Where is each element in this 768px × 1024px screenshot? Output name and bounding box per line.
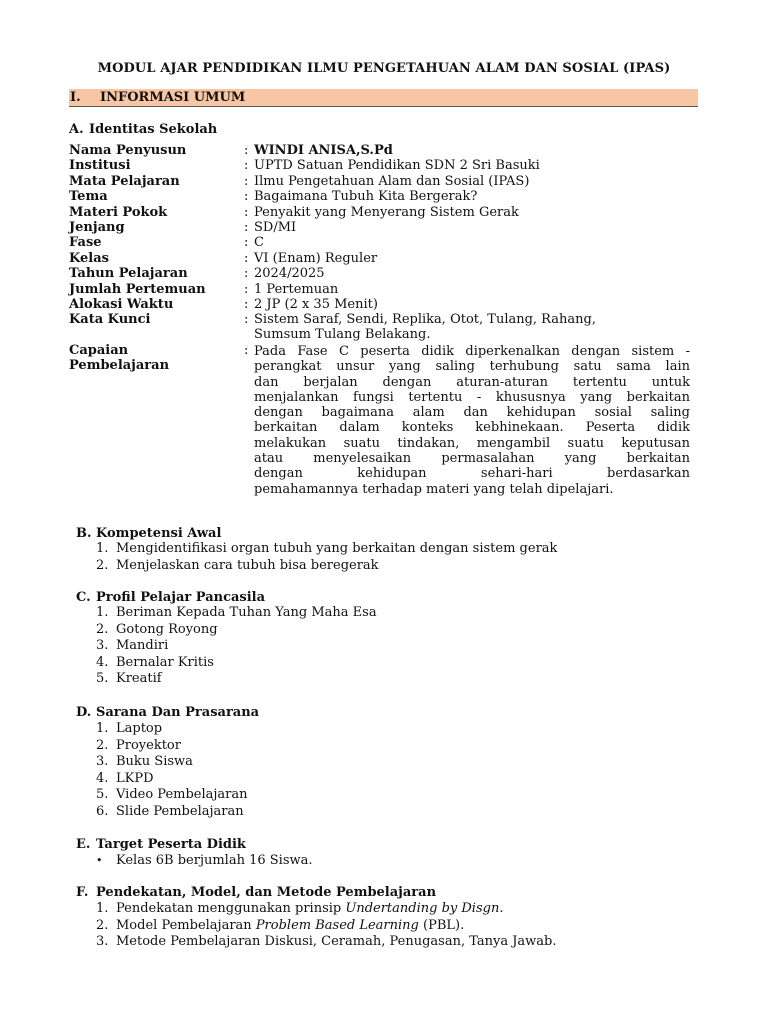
identity-value: WINDI ANISA,S.Pd (254, 143, 393, 158)
target-list (96, 853, 313, 870)
list-number: 4. (96, 770, 109, 786)
list-item-text: Bernalar Kritis (116, 654, 214, 670)
identity-row (69, 189, 699, 205)
identity-label: Kata Kunci (69, 312, 151, 328)
list-number: 2. (96, 917, 109, 933)
list-item-text: Laptop (116, 721, 163, 736)
subheading-letter: E. (76, 837, 91, 852)
subheading-identitas-sekolah (69, 122, 217, 137)
list-item-text: Menjelaskan cara tubuh bisa beregerak (116, 557, 379, 573)
identity-colon: : (244, 173, 249, 189)
list-item-text: Video Pembelajaran (116, 787, 248, 802)
list-item-text: Proyektor (116, 737, 181, 753)
subheading-profil-pelajar (76, 590, 265, 605)
paragraph-line: perangkat unsur yang saling terhubung satu sama lain (254, 359, 690, 375)
identity-row (69, 220, 699, 236)
identity-label: Tahun Pelajaran (69, 266, 188, 282)
identity-colon: : (244, 204, 249, 220)
sarana-list (96, 721, 248, 820)
list-item-text: Slide Pembelajaran (116, 803, 244, 819)
capaian-paragraph (254, 344, 690, 497)
identity-label: Mata Pelajaran (69, 173, 180, 189)
identity-row (69, 158, 699, 174)
identity-row (69, 266, 699, 282)
subheading-text: Identitas Sekolah (89, 122, 218, 137)
section-number: I. (70, 90, 81, 105)
identity-colon: : (244, 235, 249, 251)
identity-row (69, 235, 699, 251)
list-item-suffix: (PBL). (418, 917, 465, 933)
list-item (96, 934, 557, 951)
identity-row (69, 297, 699, 313)
identity-value: Sumsum Tulang Belakang. (254, 327, 431, 342)
list-number: 5. (96, 787, 109, 802)
list-number: 3. (96, 638, 109, 653)
list-item (96, 804, 248, 821)
identity-label: Capaian (69, 343, 129, 358)
identity-label: Pembelajaran (69, 358, 170, 373)
identity-label: Materi Pokok (69, 204, 168, 220)
list-item-text: LKPD (116, 770, 154, 786)
identity-row (69, 143, 699, 159)
identity-row-kata-kunci-continuation (69, 327, 699, 343)
list-item (96, 853, 313, 870)
subheading-letter: A. (69, 122, 84, 137)
list-item-text: Mengidentifikasi organ tubuh yang berkaitan dengan sistem gerak (116, 541, 558, 556)
list-number: 1. (96, 605, 109, 620)
identity-value: UPTD Satuan Pendidikan SDN 2 Sri Basuki (254, 158, 540, 174)
list-item (96, 787, 248, 804)
list-number: 3. (96, 754, 109, 769)
identity-value: Ilmu Pengetahuan Alam dan Sosial (IPAS) (254, 173, 530, 189)
list-item (96, 671, 377, 688)
list-item-text: Buku Siswa (116, 754, 193, 769)
subheading-target (76, 837, 246, 852)
identity-row (69, 312, 699, 328)
list-item (96, 622, 377, 639)
list-number: 1. (96, 721, 109, 736)
list-item-emphasis: Problem Based Learning (255, 917, 419, 933)
subheading-text: Kompetensi Awal (96, 526, 222, 541)
subheading-letter: F. (76, 885, 89, 900)
identity-colon: : (244, 143, 249, 158)
subheading-letter: D. (76, 705, 92, 720)
identity-value: SD/MI (254, 220, 297, 235)
section-title: INFORMASI UMUM (100, 90, 246, 105)
identity-label: Institusi (69, 158, 131, 174)
paragraph-line: atau menyelesaikan permasalahan yang berkaitan (254, 451, 690, 467)
list-item (96, 605, 377, 622)
list-item (96, 721, 248, 738)
list-item-text: Kelas 6B berjumlah 16 Siswa. (116, 853, 313, 868)
subheading-kompetensi-awal (76, 526, 221, 541)
identity-row (69, 251, 699, 267)
identity-label: Kelas (69, 250, 109, 266)
list-item-text: Kreatif (116, 671, 162, 686)
identity-colon: : (244, 189, 249, 205)
list-item (96, 918, 557, 935)
bullet-icon: • (96, 854, 103, 867)
list-item (96, 558, 557, 575)
identity-label: Jenjang (69, 220, 125, 235)
identity-colon: : (244, 158, 249, 174)
document-title: MODUL AJAR PENDIDIKAN ILMU PENGETAHUAN ALAM DAN SOSIAL (IPAS) (97, 61, 671, 76)
list-item (96, 901, 557, 918)
paragraph-line: berkaitan dalam konteks kebhinekaan. Peserta didik (254, 420, 690, 436)
identity-label: Fase (69, 235, 102, 251)
list-item-text: Beriman Kepada Tuhan Yang Maha Esa (116, 605, 377, 620)
identity-label: Jumlah Pertemuan (69, 281, 206, 297)
list-item (96, 655, 377, 672)
paragraph-line: melakukan suatu tindakan, mengambil suatu keputusan (254, 435, 690, 451)
paragraph-line: dan berjalan dengan aturan-aturan tertentu untuk (254, 374, 690, 390)
identity-colon: : (244, 250, 249, 266)
subheading-letter: C. (76, 590, 91, 605)
list-item (96, 771, 248, 788)
list-number: 2. (96, 737, 109, 753)
list-item-text: Metode Pembelajaran Diskusi, Ceramah, Penugasan, Tanya Jawab. (116, 934, 557, 949)
identity-value: Penyakit yang Menyerang Sistem Gerak (254, 204, 519, 220)
identity-colon: : (244, 297, 249, 312)
subheading-text: Pendekatan, Model, dan Metode Pembelajaran (96, 885, 437, 900)
pendekatan-list (96, 901, 557, 951)
list-number: 2. (96, 557, 109, 573)
identity-label: Alokasi Waktu (69, 297, 174, 312)
list-number: 5. (96, 671, 109, 686)
identity-value: VI (Enam) Reguler (254, 250, 378, 266)
list-item (96, 738, 248, 755)
list-item-text: Gotong Royong (116, 621, 218, 637)
subheading-text: Sarana Dan Prasarana (96, 705, 260, 720)
subheading-text: Target Peserta Didik (96, 837, 246, 852)
identity-row (69, 174, 699, 190)
subheading-pendekatan (76, 885, 436, 900)
subheading-letter: B. (76, 526, 92, 541)
kompetensi-list (96, 541, 557, 574)
identity-row (69, 205, 699, 221)
list-number: 2. (96, 621, 109, 637)
identity-value: 1 Pertemuan (254, 281, 339, 297)
list-number: 1. (96, 901, 109, 916)
identity-value: Sistem Saraf, Sendi, Replika, Otot, Tulang, Rahang, (254, 312, 596, 328)
identity-label: Tema (69, 189, 108, 205)
list-item (96, 638, 377, 655)
identity-row (69, 282, 699, 298)
section-heading-informasi-umum (69, 89, 698, 107)
list-item-suffix: . (499, 901, 504, 916)
list-number: 6. (96, 803, 109, 819)
paragraph-line: dengan bagaimana alam dan kehidupan sosial saling (254, 405, 690, 421)
list-item (96, 754, 248, 771)
identity-colon: : (244, 281, 249, 297)
identity-colon: : (244, 312, 249, 328)
paragraph-line: Pada Fase C peserta didik diperkenalkan dengan sistem - (254, 344, 690, 359)
identity-value: C (254, 235, 264, 251)
subheading-text: Profil Pelajar Pancasila (96, 590, 266, 605)
list-item-emphasis: Undertanding by Disgn (345, 901, 500, 916)
identity-value: 2024/2025 (254, 266, 325, 282)
list-item (96, 541, 557, 558)
list-number: 3. (96, 934, 109, 949)
paragraph-line: menjalankan fungsi tertentu - khususnya yang berkaitan (254, 389, 690, 405)
profil-list (96, 605, 377, 688)
identity-colon: : (244, 266, 249, 282)
paragraph-line: pemahamannya terhadap materi yang telah dipelajari. (254, 481, 614, 497)
identity-colon: : (244, 343, 249, 358)
list-number: 1. (96, 541, 109, 556)
list-item-text: Pendekatan menggunakan prinsip (116, 901, 346, 916)
identity-colon: : (244, 220, 249, 235)
list-item-text: Model Pembelajaran (116, 917, 256, 933)
subheading-sarana (76, 705, 259, 720)
identity-value: 2 JP (2 x 35 Menit) (254, 297, 378, 312)
list-number: 4. (96, 654, 109, 670)
paragraph-line: dengan kehidupan sehari-hari berdasarkan (254, 466, 690, 482)
identity-label: Nama Penyusun (69, 143, 187, 158)
list-item-text: Mandiri (116, 638, 169, 653)
identity-value: Bagaimana Tubuh Kita Bergerak? (254, 189, 478, 205)
